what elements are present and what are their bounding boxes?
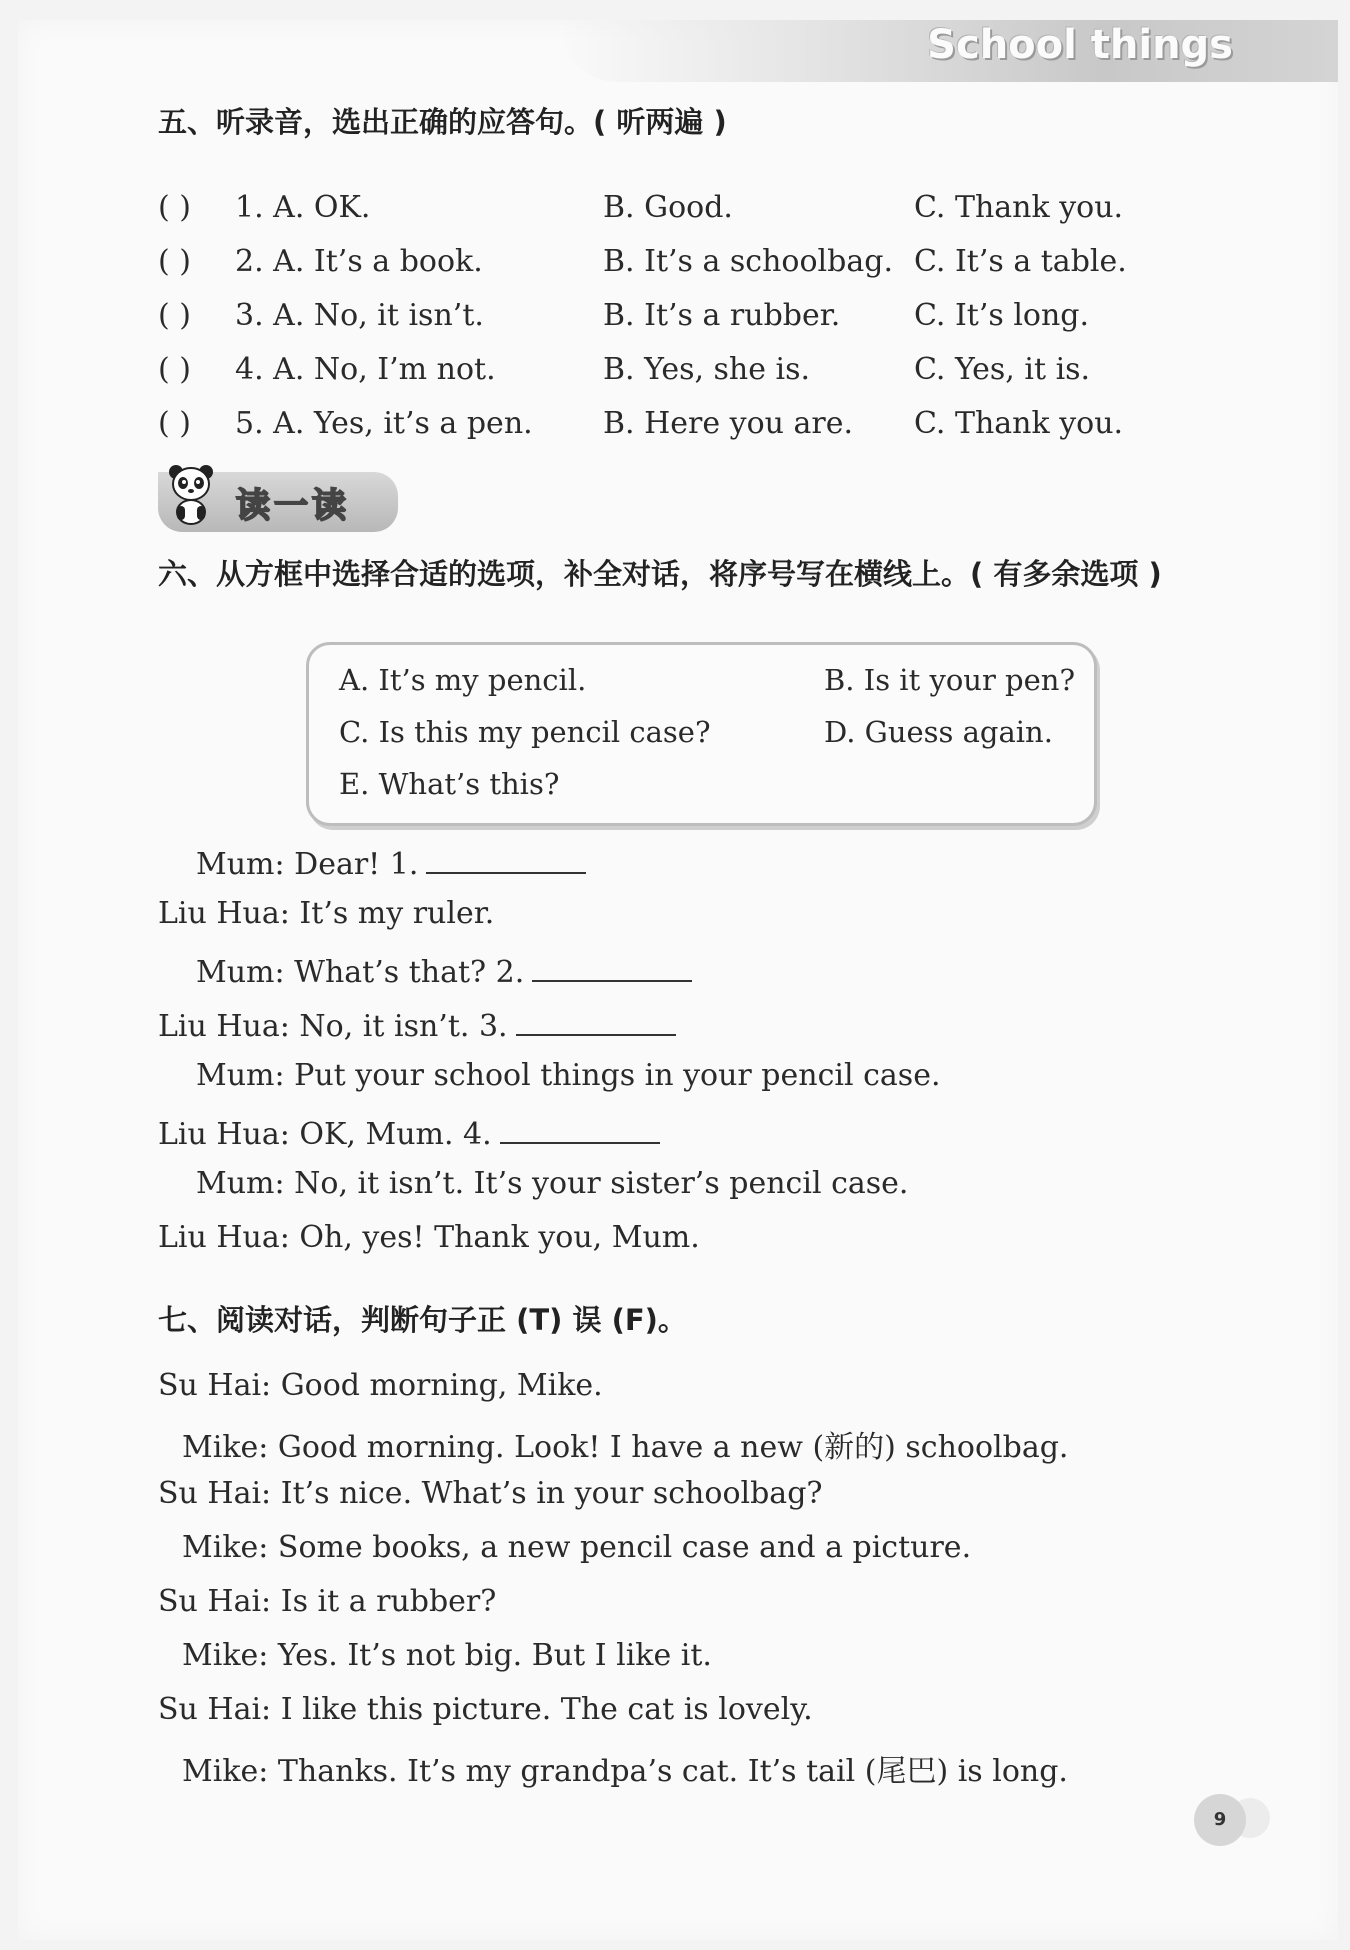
line-text: Put your school things in your pencil case. — [294, 1058, 941, 1093]
reading-line-7 — [158, 1692, 813, 1727]
line-text: It’s nice. What’s in your schoolbag? — [280, 1476, 823, 1511]
option-b: B. It’s a schoolbag. — [603, 244, 893, 279]
line-text: Good morning. Look! I have a new (新的) schoolbag. — [277, 1430, 1069, 1465]
dialogue-line-8 — [158, 1220, 700, 1255]
option-a: 5. A. Yes, it’s a pen. — [235, 406, 533, 441]
dialogue-line-4 — [158, 1004, 676, 1044]
line-text: No, it isn’t. 3. — [299, 1009, 508, 1044]
options-box — [306, 642, 1097, 826]
dialogue-line-2 — [158, 896, 494, 931]
line-text: Is it a rubber? — [280, 1584, 497, 1619]
line-text: What’s that? 2. — [294, 955, 525, 990]
option-c: C. Thank you. — [914, 406, 1124, 441]
unit-banner — [558, 20, 1338, 82]
answer-blank[interactable] — [516, 1004, 676, 1036]
speaker: Liu Hua: — [158, 1117, 290, 1152]
speaker: Mum: — [196, 1166, 285, 1201]
read-section-badge — [158, 472, 398, 532]
workbook-page — [18, 20, 1338, 1940]
speaker: Liu Hua: — [158, 1009, 290, 1044]
section-6-title: 六、从方框中选择合适的选项，补全对话，将序号写在横线上。( 有多余选项 ) — [158, 557, 1162, 591]
speaker: Su Hai: — [158, 1584, 272, 1619]
reading-line-5 — [158, 1584, 496, 1619]
answer-bracket[interactable]: ( ) — [158, 406, 191, 441]
answer-bracket[interactable]: ( ) — [158, 190, 191, 225]
option-e: E. What’s this? — [339, 767, 560, 801]
speaker: Su Hai: — [158, 1476, 272, 1511]
option-c: C. Thank you. — [914, 190, 1124, 225]
option-a: 3. A. No, it isn’t. — [235, 298, 484, 333]
answer-blank[interactable] — [500, 1112, 660, 1144]
line-text: I like this picture. The cat is lovely. — [280, 1692, 813, 1727]
speaker: Su Hai: — [158, 1692, 272, 1727]
option-a: 4. A. No, I’m not. — [235, 352, 496, 387]
option-d: D. Guess again. — [824, 715, 1053, 749]
option-a: 2. A. It’s a book. — [235, 244, 483, 279]
reading-line-6 — [182, 1638, 712, 1673]
speaker: Liu Hua: — [158, 1220, 290, 1255]
answer-bracket[interactable]: ( ) — [158, 244, 191, 279]
speaker: Mike: — [182, 1530, 269, 1565]
section-7-title: 七、阅读对话，判断句子正 (T) 误 (F)。 — [158, 1303, 687, 1337]
line-text: It’s my ruler. — [299, 896, 495, 931]
dialogue-line-3 — [196, 950, 692, 990]
option-b: B. It’s a rubber. — [603, 298, 841, 333]
option-b: B. Good. — [603, 190, 733, 225]
reading-line-3 — [158, 1476, 822, 1511]
line-text: OK, Mum. 4. — [299, 1117, 492, 1152]
dialogue-line-1 — [196, 842, 586, 882]
line-text: Some books, a new pencil case and a picture. — [277, 1530, 972, 1565]
speaker: Mum: — [196, 1058, 285, 1093]
speaker: Mike: — [182, 1638, 269, 1673]
line-text: Oh, yes! Thank you, Mum. — [299, 1220, 700, 1255]
speaker: Mike: — [182, 1754, 269, 1789]
speaker: Liu Hua: — [158, 896, 290, 931]
line-text: Good morning, Mike. — [280, 1368, 603, 1403]
reading-line-1 — [158, 1368, 603, 1403]
line-text: Thanks. It’s my grandpa’s cat. It’s tail (尾巴) is long. — [277, 1754, 1068, 1789]
line-text: No, it isn’t. It’s your sister’s pencil case. — [294, 1166, 909, 1201]
speaker: Mum: — [196, 847, 285, 882]
option-b: B. Here you are. — [603, 406, 854, 441]
reading-line-2 — [182, 1422, 1068, 1466]
answer-bracket[interactable]: ( ) — [158, 352, 191, 387]
dialogue-line-6 — [158, 1112, 660, 1152]
dialogue-line-7 — [196, 1166, 908, 1201]
option-b: B. Is it your pen? — [824, 663, 1076, 697]
speaker: Mum: — [196, 955, 285, 990]
answer-bracket[interactable]: ( ) — [158, 298, 191, 333]
answer-blank[interactable] — [532, 950, 692, 982]
reading-line-4 — [182, 1530, 971, 1565]
speaker: Su Hai: — [158, 1368, 272, 1403]
option-a: 1. A. OK. — [235, 190, 371, 225]
line-text: Dear! 1. — [294, 847, 419, 882]
read-section-label: 读一读 — [236, 486, 350, 526]
option-a: A. It’s my pencil. — [339, 663, 587, 697]
option-c: C. Yes, it is. — [914, 352, 1091, 387]
speaker: Mike: — [182, 1430, 269, 1465]
option-c: C. Is this my pencil case? — [339, 715, 711, 749]
option-c: C. It’s long. — [914, 298, 1090, 333]
page-number: 9 — [1194, 1794, 1246, 1846]
section-5-title: 五、听录音，选出正确的应答句。( 听两遍 ) — [158, 105, 727, 139]
option-c: C. It’s a table. — [914, 244, 1127, 279]
answer-blank[interactable] — [426, 842, 586, 874]
unit-title: School things — [927, 22, 1233, 68]
option-b: B. Yes, she is. — [603, 352, 811, 387]
reading-line-8 — [182, 1746, 1068, 1790]
panda-icon — [168, 462, 214, 526]
line-text: Yes. It’s not big. But I like it. — [277, 1638, 712, 1673]
dialogue-line-5 — [196, 1058, 941, 1093]
